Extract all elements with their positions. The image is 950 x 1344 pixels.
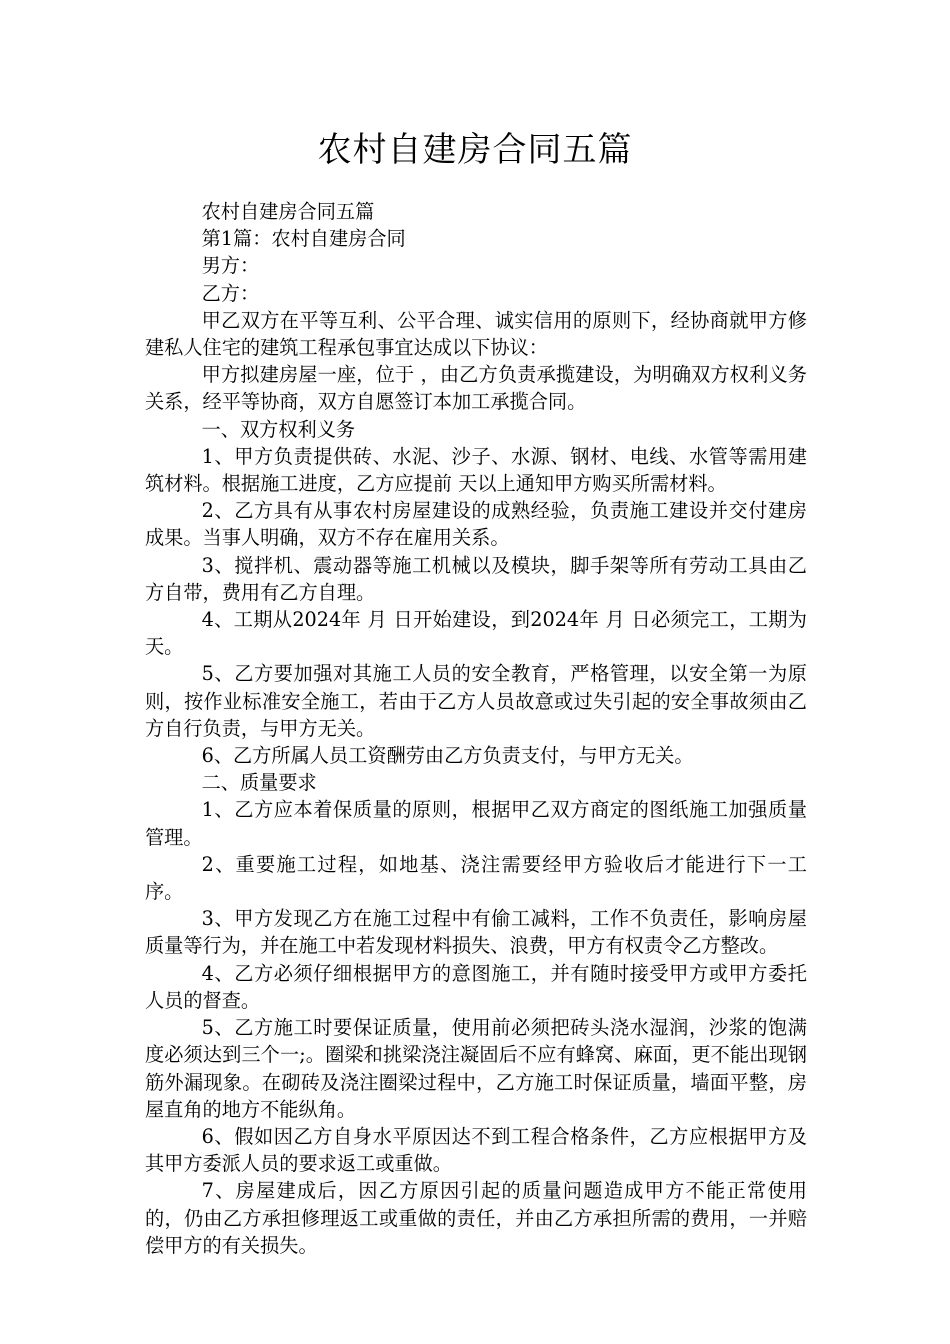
paragraph: 1、乙方应本着保质量的原则，根据甲乙双方商定的图纸施工加强质量管理。: [145, 798, 807, 849]
paragraph-section-heading: 第1篇：农村自建房合同: [201, 227, 406, 251]
paragraph: 3、搅拌机、震动器等施工机械以及模块，脚手架等所有劳动工具由乙方自带，费用有乙方自理。: [145, 553, 807, 604]
paragraph-heading: 二、质量要求: [201, 771, 317, 795]
paragraph: 2、重要施工过程，如地基、浇注需要经甲方验收后才能进行下一工序。: [145, 852, 807, 904]
paragraph-party-a: 男方：: [201, 254, 260, 278]
document-title: 农村自建房合同五篇: [317, 130, 633, 170]
paragraph: 5、乙方施工时要保证质量，使用前必须把砖头浇水湿润，沙浆的饱满度必须达到三个一;。圈梁和挑梁浇注凝固后不应有蜂窝、麻面，更不能出现钢筋外漏现象。在砌砖及浇注圈梁过程中，乙方施工时保证质量，墙面平整，房屋直角的地方不能纵角。: [145, 1016, 807, 1121]
paragraph: 6、乙方所属人员工资酬劳由乙方负责支付，与甲方无关。: [201, 744, 694, 768]
paragraph: 3、甲方发现乙方在施工过程中有偷工减料，工作不负责任，影响房屋质量等行为，并在施工中若发现材料损失、浪费，甲方有权责令乙方整改。: [145, 907, 807, 958]
paragraph: 5、乙方要加强对其施工人员的安全教育，严格管理，以安全第一为原则，按作业标准安全施工，若由于乙方人员故意或过失引起的安全事故须由乙方自行负责，与甲方无关。: [145, 662, 807, 740]
paragraph: 2、乙方具有从事农村房屋建设的成熟经验，负责施工建设并交付建房成果。当事人明确，双方不存在雇用关系。: [145, 499, 807, 550]
paragraph: 4、乙方必须仔细根据甲方的意图施工，并有随时接受甲方或甲方委托人员的督查。: [145, 961, 807, 1012]
paragraph: 甲方拟建房屋一座，位于 ，由乙方负责承揽建设，为明确双方权利义务关系，经平等协商，双方自愿签订本加工承揽合同。: [145, 363, 807, 414]
paragraph-party-b: 乙方：: [201, 281, 260, 305]
paragraph: 1、甲方负责提供砖、水泥、沙子、水源、钢材、电线、水管等需用建筑材料。根据施工进度，乙方应提前 天以上通知甲方购买所需材料。: [145, 444, 807, 496]
paragraph-heading: 一、双方权利义务: [201, 417, 356, 441]
paragraph: 7、房屋建成后，因乙方原因引起的质量问题造成甲方不能正常使用的，仍由乙方承担修理返工或重做的责任，并由乙方承担所需的费用，一并赔偿甲方的有关损失。: [145, 1179, 807, 1257]
paragraph-subtitle: 农村自建房合同五篇: [201, 200, 375, 223]
paragraph: 4、工期从2024年 月 日开始建设，到2024年 月 日必须完工，工期为 天。: [145, 608, 807, 659]
document-body: [145, 198, 807, 1259]
paragraph: 6、假如因乙方自身水平原因达不到工程合格条件，乙方应根据甲方及其甲方委派人员的要求返工或重做。: [145, 1124, 807, 1176]
paragraph: 甲乙双方在平等互利、公平合理、诚实信用的原则下，经协商就甲方修建私人住宅的建筑工程承包事宜达成以下协议：: [145, 308, 807, 360]
